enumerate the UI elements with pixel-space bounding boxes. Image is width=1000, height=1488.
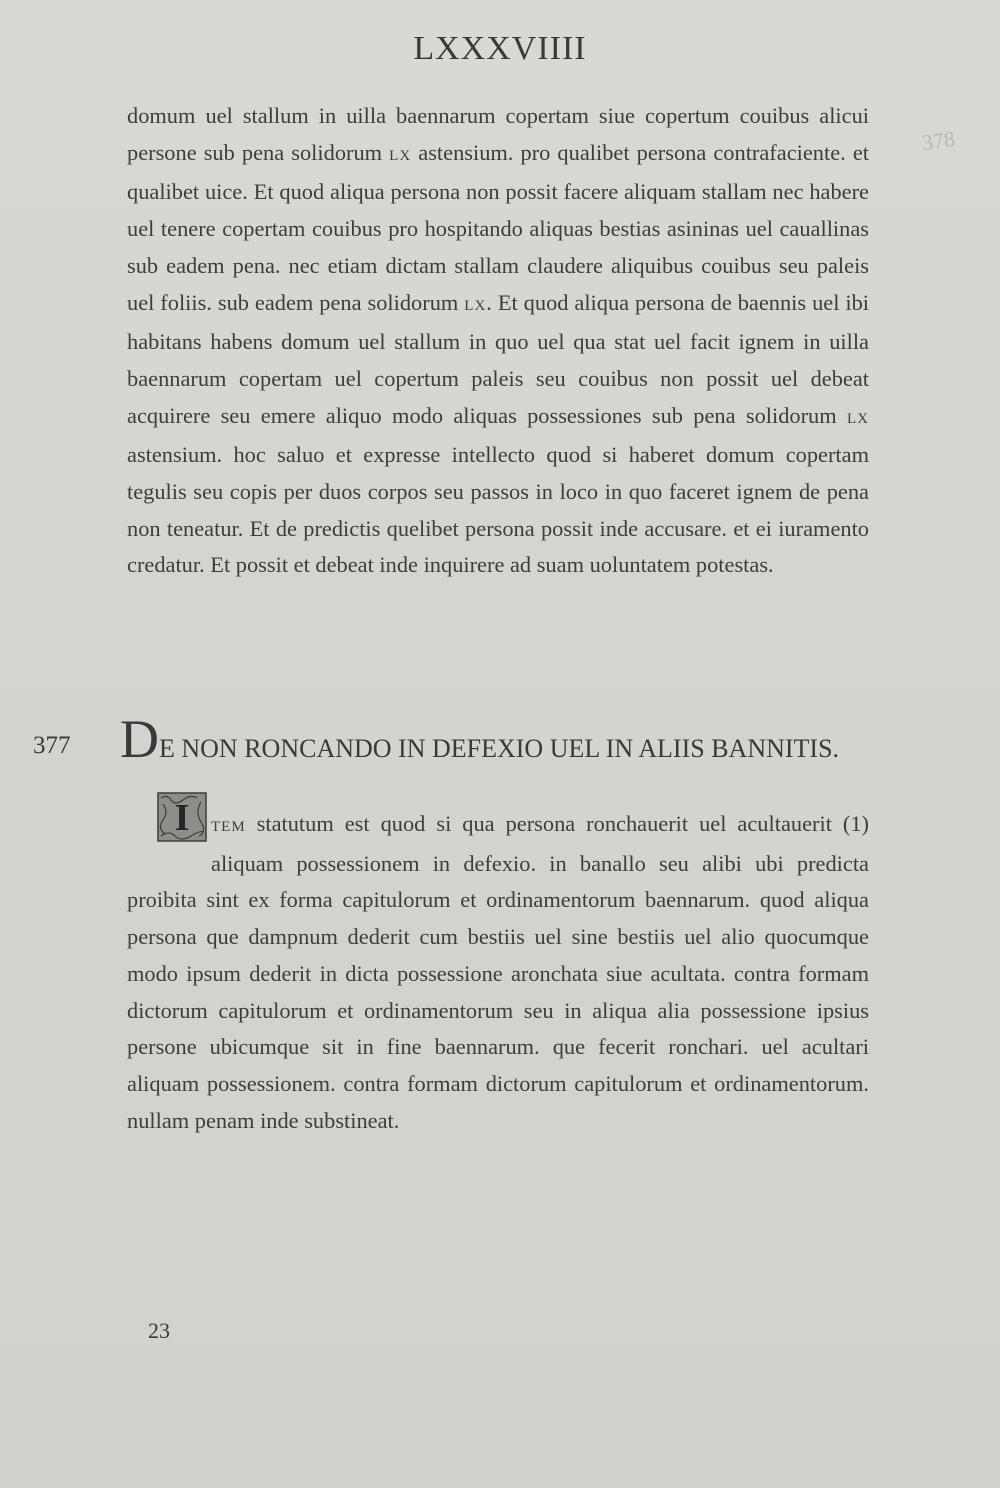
smallcaps-numeral: LX xyxy=(847,410,869,427)
smallcaps-numeral: LX xyxy=(389,147,412,164)
initial-letter: I xyxy=(174,797,190,839)
smallcaps-numeral: LX xyxy=(464,297,487,314)
paragraph-statute xyxy=(127,797,869,1139)
text-segment: astensium. hoc saluo et expresse intellecto quod si haberet domum copertam tegulis seu copis per duos corpos seu passos in loco in quo faceret ignem de pena non teneatur. Et de predictis quelibet persona possit inde accusare. et ei iuramento credatur. Et possit et debeat inde inquirere ad suam uoluntatem potestas. xyxy=(127,442,869,578)
section-number: 377 xyxy=(33,732,71,759)
text-segment: statutum est quod si qua persona ronchauerit uel acultauerit (1) aliquam possessionem in defexio. in banallo seu alibi ubi predicta proibita sint ex forma capitulorum et ordinamentorum baennarum. quod aliqua persona que dampnum dederit cum bestiis uel sine bestiis uel alio quocumque modo ipsum dederit in dicta possessione aronchata siue acultata. contra formam dictorum capitulorum et ordinamentorum seu in aliqua alia possessione ipsius persone ubicumque sit in fine baennarum. que fecerit ronchari. uel acultari aliquam possessionem. contra formam dictorum capitulorum et ordinamentorum. nullam penam inde substineat. xyxy=(127,811,869,1133)
bleed-through-number: 378 xyxy=(920,125,957,156)
smallcaps-lead: TEM xyxy=(211,819,246,835)
heading-text: E NON RONCANDO IN DEFEXIO UEL IN ALIIS BANNITIS. xyxy=(159,734,840,763)
text-segment: . Et quod aliqua persona de baennis uel ibi habitans habens domum uel stallum in quo uel qua stat uel facit ignem in uilla baennarum copertam uel copertum paleis seu couibus non possit uel debeat acquirere seu emere aliquo modo aliquas possessiones sub pena solidorum xyxy=(127,289,870,428)
paragraph-continued xyxy=(127,98,869,584)
folio-roman-numeral: LXXXVIIII xyxy=(413,30,587,67)
page-number: 23 xyxy=(148,1318,170,1343)
heading-initial: D xyxy=(120,709,159,769)
text-segment: astensium. pro qualibet persona contrafaciente. et qualibet uice. Et quod aliqua persona non possit facere aliquam stallam nec habere uel tenere copertam couibus pro hospitando aliquas bestias asininas uel cauallinas sub eadem pena. nec etiam dictam stallam claudere aliquibus couibus seu paleis uel foliis. sub eadem pena solidorum xyxy=(127,139,869,315)
section-heading xyxy=(120,709,880,769)
decorated-initial-icon xyxy=(157,792,207,842)
text-segment: domum uel stallum in uilla baennarum copertam siue copertum couibus alicui persone sub pena solidorum xyxy=(127,103,869,165)
